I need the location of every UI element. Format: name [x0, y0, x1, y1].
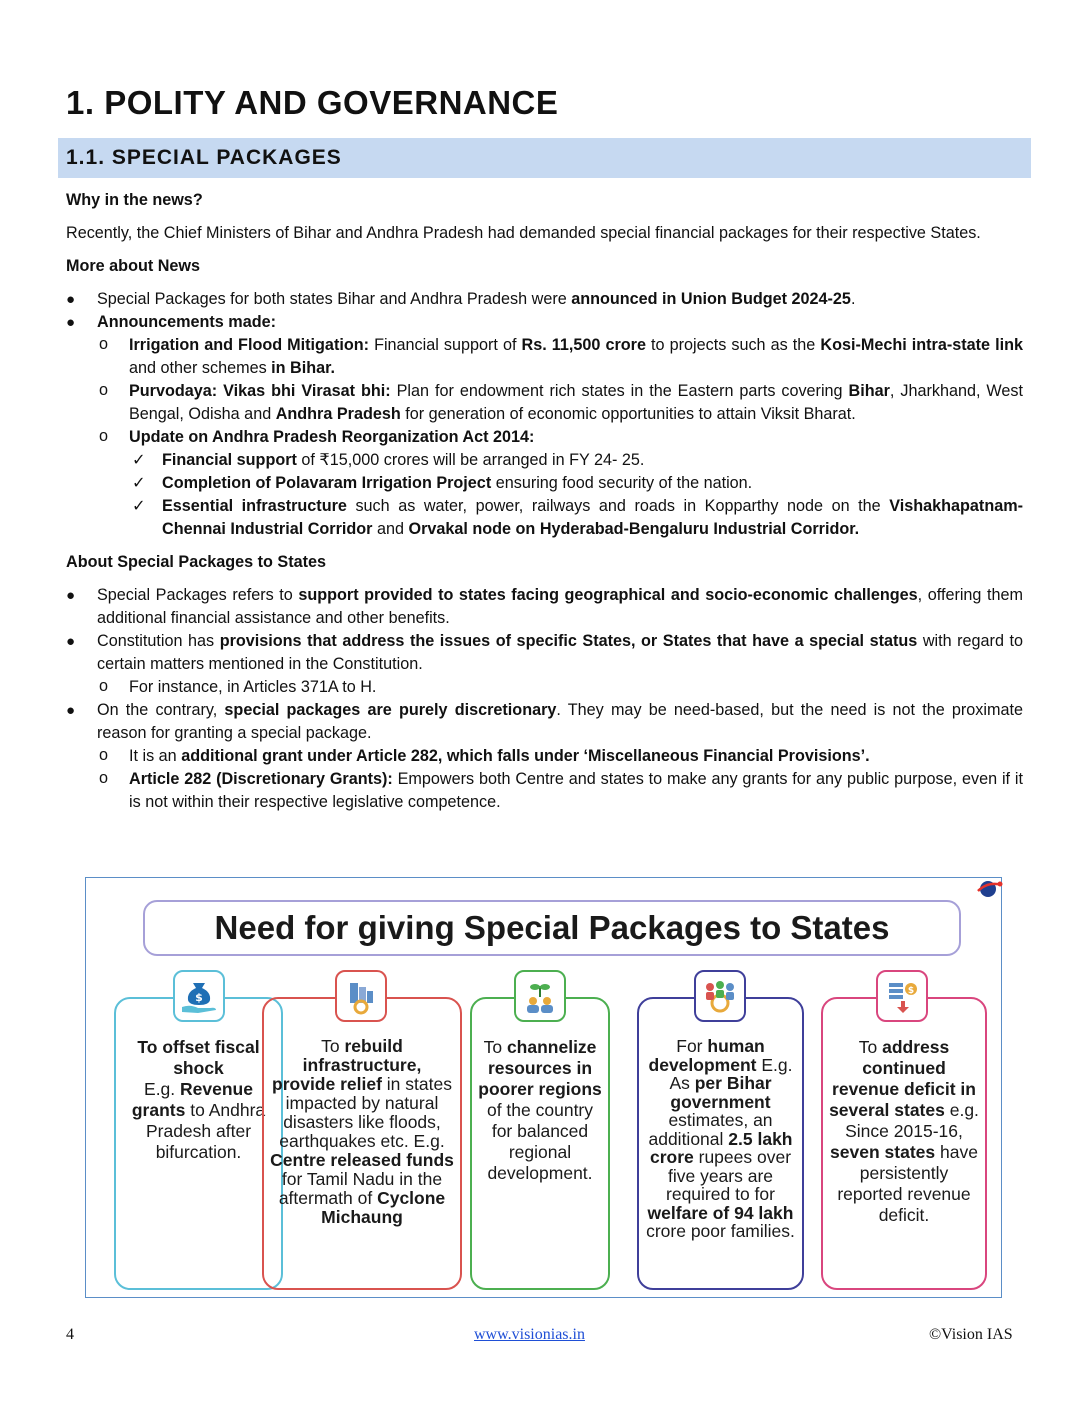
bullet-icon: ●: [66, 587, 76, 604]
checkmark-icon: ✓: [132, 497, 146, 515]
sub-list-item: o For instance, in Articles 371A to H.: [99, 677, 377, 696]
circle-bullet-icon: o: [99, 677, 109, 695]
need-card-human-development: For human development E.g. As per Bihar government estimates, an additional 2.5 lakh crore rupees over five years are required to for welfare of 94 lakh crore poor families.: [637, 997, 804, 1290]
section-heading-bar: [58, 138, 1031, 178]
sub-list-item: o It is an additional grant under Article 282, which falls under ‘Miscellaneous Financial Provisions’.: [99, 746, 870, 765]
city-gear-icon: [335, 970, 387, 1022]
list-item: ● Special Packages refers to support provided to states facing geographical and socio-economic challenges, offering them additional financial assistance and other benefits.: [66, 586, 1023, 627]
page-heading: 1. POLITY AND GOVERNANCE: [66, 84, 559, 121]
section-heading: 1.1. SPECIAL PACKAGES: [66, 146, 342, 169]
need-card-channelize-resources: To channelize resources in poorer regions of the country for balanced regional development.: [470, 997, 610, 1290]
vision-logo-icon: [976, 877, 1004, 901]
circle-bullet-icon: o: [99, 427, 109, 445]
page-number: 4: [66, 1326, 74, 1343]
check-list-item: ✓ Completion of Polavaram Irrigation Project ensuring food security of the nation.: [66, 472, 1023, 495]
list-item: ● On the contrary, special packages are purely discretionary. They may be need-based, but the need is not the proximate reason for granting a special package.: [66, 701, 1023, 742]
article-body: [66, 189, 1023, 824]
bullet-icon: ●: [66, 314, 76, 331]
website-link[interactable]: www.visionias.in: [474, 1326, 585, 1343]
people-gear-icon: [694, 970, 746, 1022]
circle-bullet-icon: o: [99, 746, 109, 764]
about-list: [66, 584, 1023, 814]
need-card-revenue-deficit: To address continued revenue deficit in several states e.g. Since 2015-16, seven states have persistently reported revenue deficit.: [821, 997, 987, 1290]
list-item: ● Constitution has provisions that address the issues of specific States, or States that have a special status with regard to certain matters mentioned in the Constitution.: [66, 632, 1023, 673]
money-bag-hand-icon: [173, 970, 225, 1022]
sub-list-item: o Purvodaya: Vikas bhi Virasat bhi: Plan for endowment rich states in the Eastern parts covering Bihar, Jharkhand, West Bengal, Odisha and Andhra Pradesh for generation of economic opportunities to attain Viksit Bharat.: [99, 381, 1023, 423]
infographic-title: Need for giving Special Packages to States: [143, 900, 961, 956]
svg-text:$: $: [195, 991, 203, 1004]
check-list-item: ✓ Financial support of ₹15,000 crores will be arranged in FY 24- 25.: [66, 449, 1023, 472]
bullet-icon: ●: [66, 702, 76, 719]
footer-link-wrap: [474, 1326, 585, 1344]
infographic: [85, 877, 1002, 1298]
more-label: More about News: [66, 257, 201, 275]
bullet-icon: ●: [66, 633, 76, 650]
circle-bullet-icon: o: [99, 381, 109, 399]
need-card-rebuild-infrastructure: To rebuild infrastructure, provide relief in states impacted by natural disasters like floods, earthquakes etc. E.g. Centre released funds for Tamil Nadu in the aftermath of Cyclone Michaung: [262, 997, 462, 1290]
need-card-fiscal-shock: To offset fiscal shock E.g. Revenue grants to Andhra Pradesh after bifurcation.: [114, 997, 283, 1290]
checkmark-icon: ✓: [132, 451, 146, 469]
bullet-icon: ●: [66, 291, 76, 308]
why-label: Why in the news?: [66, 191, 203, 209]
svg-text:$: $: [907, 986, 915, 996]
list-item: ● Announcements made:: [66, 311, 1023, 334]
why-text: Recently, the Chief Ministers of Bihar and Andhra Pradesh had demanded special financial packages for their respective States.: [66, 224, 981, 242]
check-list-item: ✓ Essential infrastructure such as water, power, railways and roads in Kopparthy node on the Vishakhapatnam-Chennai Industrial Corridor and Orvakal node on Hyderabad-Bengaluru Industrial Corridor.: [132, 497, 1023, 538]
coin-decline-icon: [876, 970, 928, 1022]
list-item: ● Special Packages for both states Bihar and Andhra Pradesh were announced in Union Budget 2024-25.: [66, 288, 1023, 311]
checkmark-icon: ✓: [132, 474, 146, 492]
sub-list-item: o Irrigation and Flood Mitigation: Financial support of Rs. 11,500 crore to projects such as the Kosi-Mechi intra-state link and other schemes in Bihar.: [99, 335, 1023, 377]
circle-bullet-icon: o: [99, 769, 109, 787]
sub-list-item: o Update on Andhra Pradesh Reorganization Act 2014:: [99, 427, 535, 446]
people-plant-icon: [514, 970, 566, 1022]
copyright: ©Vision IAS: [929, 1326, 1013, 1343]
sub-list-item: o Article 282 (Discretionary Grants): Empowers both Centre and states to make any grants for any public purpose, even if it is not within their respective legislative competence.: [99, 769, 1023, 811]
circle-bullet-icon: o: [99, 335, 109, 353]
more-list: [66, 288, 1023, 541]
about-label: About Special Packages to States: [66, 553, 326, 571]
